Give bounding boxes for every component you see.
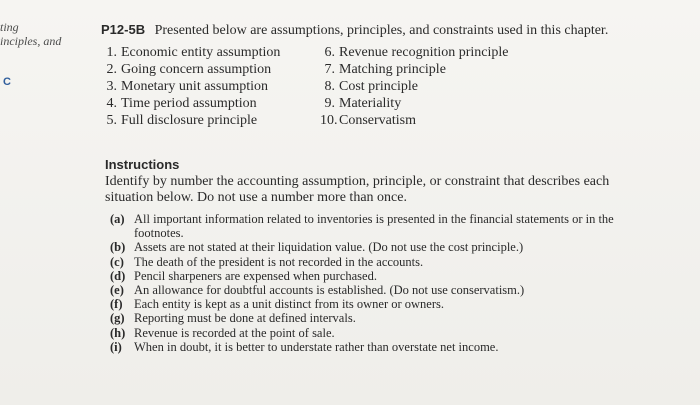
situation-text: When in doubt, it is better to understate rather than overstate net income. <box>134 339 499 354</box>
margin-note-line-2: inciples, and <box>0 34 62 48</box>
problem-intro: Presented below are assumptions, principles, and constraints used in this chapter. <box>154 23 609 38</box>
concept-number: 5. <box>106 113 117 128</box>
concept-number: 2. <box>106 62 117 77</box>
situation-item <box>110 269 650 283</box>
problem-heading <box>101 22 608 39</box>
concept-text: Time period assumption <box>121 96 257 111</box>
concept-item <box>102 112 280 129</box>
situation-text: Reporting must be done at defined intervals. <box>134 311 356 326</box>
situation-text: Each entity is kept as a unit distinct from its owner or owners. <box>134 297 445 312</box>
situation-item <box>110 283 650 297</box>
situation-label: (i) <box>110 339 122 354</box>
concept-list-left <box>102 44 280 129</box>
concept-number: 9. <box>324 96 335 111</box>
situation-label: (h) <box>110 325 126 340</box>
concept-item <box>320 78 509 95</box>
concept-number: 8. <box>324 79 335 94</box>
concept-item <box>320 112 509 129</box>
situation-item <box>110 340 650 354</box>
situation-item <box>110 255 650 269</box>
margin-note-line-1: ting <box>0 20 19 34</box>
situation-item <box>110 326 650 340</box>
situation-label: (a) <box>110 212 125 226</box>
concept-text: Conservatism <box>339 113 416 128</box>
concept-text: Monetary unit assumption <box>121 79 268 94</box>
situation-text: All important information related to inventories is presented in the financial statements or in the footnotes. <box>134 212 614 241</box>
margin-badge: C <box>3 76 11 88</box>
situation-label: (b) <box>110 240 126 255</box>
concept-list-right <box>320 44 509 129</box>
situation-text: Pencil sharpeners are expensed when purchased. <box>134 268 377 283</box>
concept-item <box>102 44 280 61</box>
concept-text: Materiality <box>339 96 402 111</box>
situation-item <box>110 212 650 240</box>
problem-id: P12-5B <box>101 22 146 37</box>
concept-number: 3. <box>106 79 117 94</box>
situation-item <box>110 240 650 254</box>
situation-label: (e) <box>110 283 124 298</box>
concept-number: 6. <box>324 45 335 60</box>
concept-item <box>102 95 280 112</box>
concept-number: 7. <box>324 62 335 77</box>
instructions-title: Instructions <box>105 157 180 172</box>
concept-text: Economic entity assumption <box>121 45 281 60</box>
situation-text: Assets are not stated at their liquidation value. (Do not use the cost principle.) <box>134 240 524 255</box>
situation-text: An allowance for doubtful accounts is established. (Do not use conservatism.) <box>134 283 525 298</box>
concept-text: Matching principle <box>339 62 446 77</box>
margin-note <box>0 20 85 48</box>
situation-item <box>110 311 650 325</box>
situation-list <box>110 212 650 354</box>
concept-text: Going concern assumption <box>121 62 272 77</box>
concept-item <box>102 61 280 78</box>
concept-text: Revenue recognition principle <box>339 45 509 60</box>
situation-text: Revenue is recorded at the point of sale. <box>134 325 335 340</box>
concept-number: 1. <box>106 45 117 60</box>
concept-number: 10. <box>320 113 338 128</box>
concept-item <box>320 61 509 78</box>
concept-number: 4. <box>106 96 117 111</box>
concept-item <box>320 44 509 61</box>
concept-text: Cost principle <box>339 79 418 94</box>
concept-item <box>102 78 280 95</box>
situation-label: (d) <box>110 268 126 283</box>
situation-item <box>110 297 650 311</box>
situation-label: (f) <box>110 297 123 312</box>
situation-text: The death of the president is not recorded in the accounts. <box>134 254 424 269</box>
instructions-body: Identify by number the accounting assumption, principle, or constraint that describes each situation below. Do not use a number more than once. <box>105 174 610 205</box>
concept-item <box>320 95 509 112</box>
situation-label: (g) <box>110 311 125 326</box>
concept-text: Full disclosure principle <box>121 113 258 128</box>
situation-label: (c) <box>110 254 124 269</box>
